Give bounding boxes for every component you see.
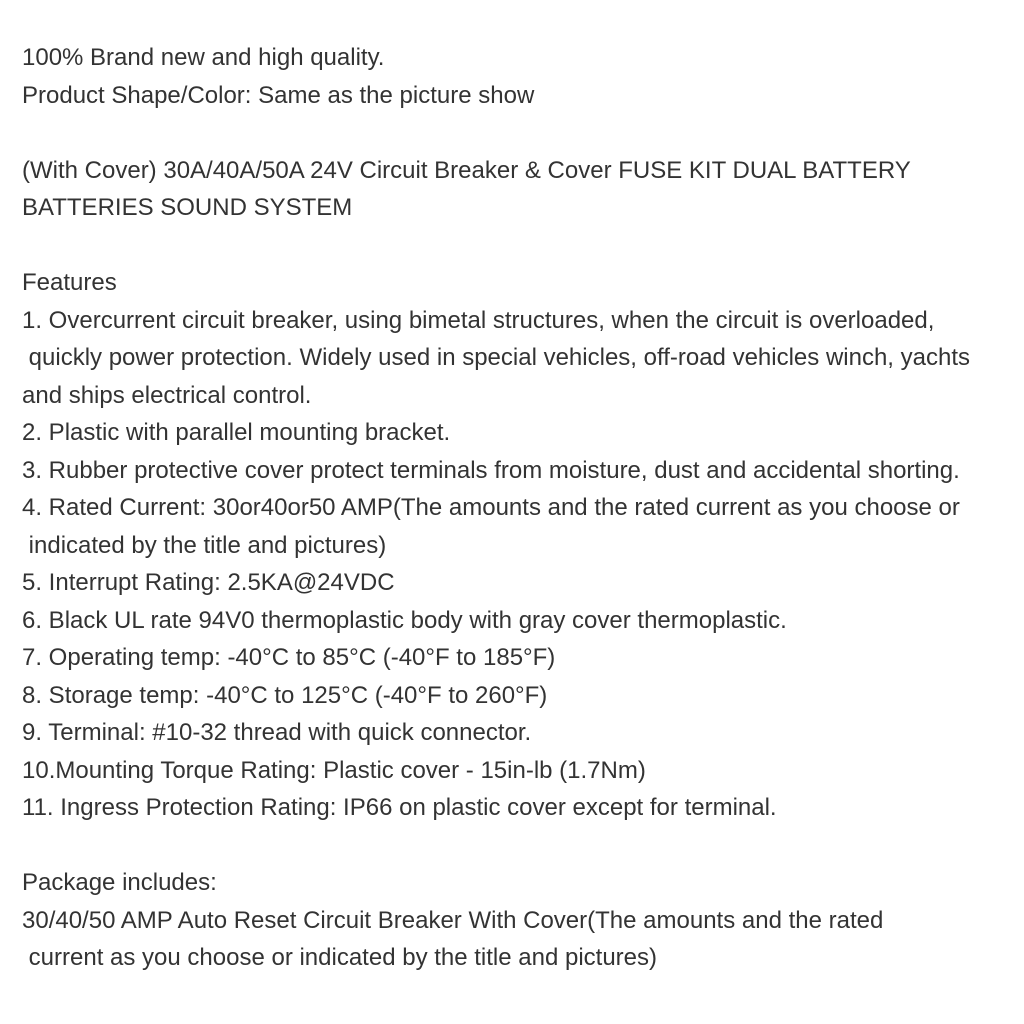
feature-line: 1. Overcurrent circuit breaker, using bimetal structures, when the circuit is overloaded,: [22, 306, 935, 334]
feature-line: 11. Ingress Protection Rating: IP66 on plastic cover except for terminal.: [22, 794, 777, 821]
feature-line: 4. Rated Current: 30or40or50 AMP(The amounts and the rated current as you choose or: [22, 494, 960, 521]
condition-text: 100% Brand new and high quality.: [22, 44, 385, 71]
package-heading: Package includes:: [22, 869, 217, 896]
package-line: current as you choose or indicated by the title and pictures): [22, 944, 658, 971]
feature-line: 9. Terminal: #10-32 thread with quick connector.: [22, 719, 532, 746]
feature-line: 10.Mounting Torque Rating: Plastic cover - 15in-lb (1.7Nm): [22, 756, 646, 784]
product-title-line-2: BATTERIES SOUND SYSTEM: [22, 194, 353, 221]
feature-line: 8. Storage temp: -40°C to 125°C (-40°F to 260°F): [22, 681, 548, 709]
package-line: 30/40/50 AMP Auto Reset Circuit Breaker With Cover(The amounts and the rated: [22, 906, 884, 934]
product-title-line-1: (With Cover) 30A/40A/50A 24V Circuit Breaker & Cover FUSE KIT DUAL BATTERY: [22, 156, 911, 184]
shape-color-text: Product Shape/Color: Same as the picture show: [22, 81, 535, 109]
feature-line: 2. Plastic with parallel mounting bracket.: [22, 419, 451, 446]
feature-line: 5. Interrupt Rating: 2.5KA@24VDC: [22, 569, 395, 596]
feature-line: 7. Operating temp: -40°C to 85°C (-40°F to 185°F): [22, 644, 556, 671]
feature-line: 6. Black UL rate 94V0 thermoplastic body with gray cover thermoplastic.: [22, 606, 787, 634]
feature-line: quickly power protection. Widely used in special vehicles, off-road vehicles winch, yachts: [22, 344, 970, 371]
features-heading: Features: [22, 269, 117, 296]
spacer: [22, 827, 1006, 865]
spacer: [22, 227, 1006, 265]
feature-line: and ships electrical control.: [22, 381, 312, 409]
feature-line: 3. Rubber protective cover protect terminals from moisture, dust and accidental shorting.: [22, 456, 960, 484]
spacer: [22, 114, 1006, 152]
feature-line: indicated by the title and pictures): [22, 531, 387, 559]
